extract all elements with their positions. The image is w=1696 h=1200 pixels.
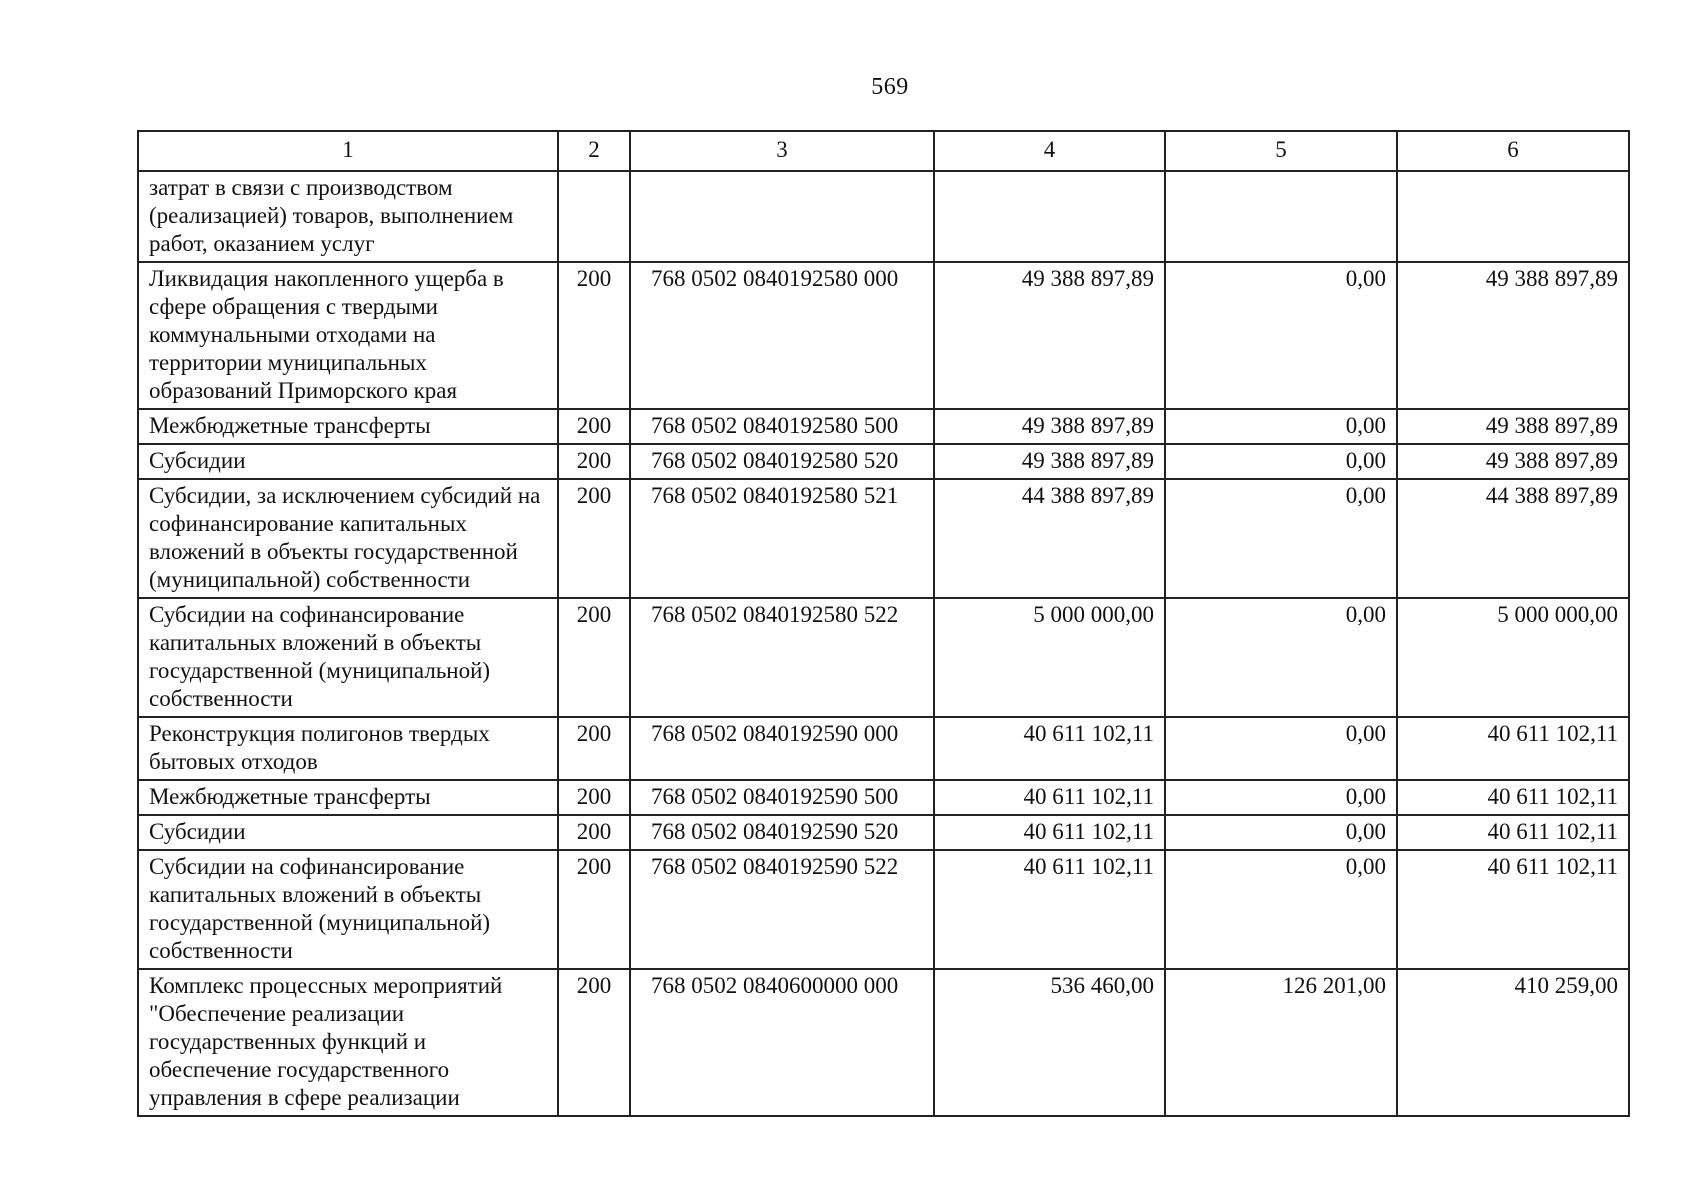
row-name-cell: Субсидии bbox=[138, 815, 558, 850]
row-classification-cell: 768 0502 0840192580 500 bbox=[630, 409, 934, 444]
row-col5-cell: 0,00 bbox=[1165, 780, 1397, 815]
header-cell: 6 bbox=[1397, 131, 1629, 171]
table-row bbox=[138, 409, 1629, 444]
table-row bbox=[138, 850, 1629, 969]
row-col5-cell: 126 201,00 bbox=[1165, 969, 1397, 1116]
row-col4-cell: 44 388 897,89 bbox=[934, 479, 1165, 598]
row-code-cell: 200 bbox=[558, 598, 630, 717]
row-col6-cell: 40 611 102,11 bbox=[1397, 850, 1629, 969]
row-name-cell: Межбюджетные трансферты bbox=[138, 780, 558, 815]
row-code-cell: 200 bbox=[558, 262, 630, 409]
header-row bbox=[138, 131, 1629, 171]
row-classification-cell: 768 0502 0840600000 000 bbox=[630, 969, 934, 1116]
table-row bbox=[138, 444, 1629, 479]
row-col5-cell bbox=[1165, 171, 1397, 262]
header-cell: 4 bbox=[934, 131, 1165, 171]
table-row bbox=[138, 969, 1629, 1116]
row-col4-cell: 5 000 000,00 bbox=[934, 598, 1165, 717]
row-col5-cell: 0,00 bbox=[1165, 717, 1397, 780]
row-name-cell: Комплекс процессных мероприятий "Обеспечение реализации государственных функций и обеспечение государственного управления в сфере реализации bbox=[138, 969, 558, 1116]
row-code-cell: 200 bbox=[558, 780, 630, 815]
row-name-cell: Межбюджетные трансферты bbox=[138, 409, 558, 444]
row-col4-cell: 49 388 897,89 bbox=[934, 409, 1165, 444]
row-name-cell: Реконструкция полигонов твердых бытовых отходов bbox=[138, 717, 558, 780]
row-col5-cell: 0,00 bbox=[1165, 262, 1397, 409]
row-col6-cell: 410 259,00 bbox=[1397, 969, 1629, 1116]
row-col5-cell: 0,00 bbox=[1165, 409, 1397, 444]
header-cell: 1 bbox=[138, 131, 558, 171]
row-code-cell: 200 bbox=[558, 479, 630, 598]
row-code-cell: 200 bbox=[558, 969, 630, 1116]
table-row bbox=[138, 780, 1629, 815]
row-code-cell: 200 bbox=[558, 444, 630, 479]
row-col6-cell: 5 000 000,00 bbox=[1397, 598, 1629, 717]
row-classification-cell: 768 0502 0840192590 500 bbox=[630, 780, 934, 815]
table-row bbox=[138, 262, 1629, 409]
row-col6-cell: 40 611 102,11 bbox=[1397, 780, 1629, 815]
row-classification-cell: 768 0502 0840192580 000 bbox=[630, 262, 934, 409]
row-code-cell: 200 bbox=[558, 815, 630, 850]
row-name-cell: затрат в связи с производством (реализацией) товаров, выполнением работ, оказанием услуг bbox=[138, 171, 558, 262]
row-col4-cell: 40 611 102,11 bbox=[934, 780, 1165, 815]
row-classification-cell: 768 0502 0840192590 522 bbox=[630, 850, 934, 969]
row-col4-cell bbox=[934, 171, 1165, 262]
row-col6-cell: 49 388 897,89 bbox=[1397, 444, 1629, 479]
header-cell: 2 bbox=[558, 131, 630, 171]
budget-table bbox=[137, 130, 1630, 1117]
row-code-cell: 200 bbox=[558, 409, 630, 444]
row-name-cell: Ликвидация накопленного ущерба в сфере обращения с твердыми коммунальными отходами на территории муниципальных образований Приморского края bbox=[138, 262, 558, 409]
row-col5-cell: 0,00 bbox=[1165, 598, 1397, 717]
row-col4-cell: 49 388 897,89 bbox=[934, 444, 1165, 479]
row-classification-cell: 768 0502 0840192590 520 bbox=[630, 815, 934, 850]
row-col4-cell: 49 388 897,89 bbox=[934, 262, 1165, 409]
row-col4-cell: 40 611 102,11 bbox=[934, 717, 1165, 780]
row-col5-cell: 0,00 bbox=[1165, 850, 1397, 969]
table-row bbox=[138, 815, 1629, 850]
row-classification-cell: 768 0502 0840192580 522 bbox=[630, 598, 934, 717]
table-row bbox=[138, 171, 1629, 262]
row-name-cell: Субсидии bbox=[138, 444, 558, 479]
table-row bbox=[138, 717, 1629, 780]
row-name-cell: Субсидии, за исключением субсидий на софинансирование капитальных вложений в объекты государственной (муниципальной) собственности bbox=[138, 479, 558, 598]
row-name-cell: Субсидии на софинансирование капитальных вложений в объекты государственной (муниципальной) собственности bbox=[138, 598, 558, 717]
header-cell: 3 bbox=[630, 131, 934, 171]
row-classification-cell: 768 0502 0840192590 000 bbox=[630, 717, 934, 780]
page-number: 569 bbox=[871, 74, 909, 100]
row-col5-cell: 0,00 bbox=[1165, 479, 1397, 598]
row-code-cell bbox=[558, 171, 630, 262]
row-code-cell: 200 bbox=[558, 850, 630, 969]
row-col6-cell: 49 388 897,89 bbox=[1397, 409, 1629, 444]
row-col6-cell: 44 388 897,89 bbox=[1397, 479, 1629, 598]
row-classification-cell: 768 0502 0840192580 520 bbox=[630, 444, 934, 479]
row-col4-cell: 40 611 102,11 bbox=[934, 815, 1165, 850]
row-classification-cell bbox=[630, 171, 934, 262]
row-col6-cell: 49 388 897,89 bbox=[1397, 262, 1629, 409]
row-col6-cell: 40 611 102,11 bbox=[1397, 815, 1629, 850]
header-cell: 5 bbox=[1165, 131, 1397, 171]
row-col5-cell: 0,00 bbox=[1165, 444, 1397, 479]
row-col4-cell: 40 611 102,11 bbox=[934, 850, 1165, 969]
table-row bbox=[138, 598, 1629, 717]
row-col6-cell bbox=[1397, 171, 1629, 262]
row-name-cell: Субсидии на софинансирование капитальных вложений в объекты государственной (муниципальной) собственности bbox=[138, 850, 558, 969]
row-col6-cell: 40 611 102,11 bbox=[1397, 717, 1629, 780]
row-code-cell: 200 bbox=[558, 717, 630, 780]
row-classification-cell: 768 0502 0840192580 521 bbox=[630, 479, 934, 598]
table-row bbox=[138, 479, 1629, 598]
row-col5-cell: 0,00 bbox=[1165, 815, 1397, 850]
row-col4-cell: 536 460,00 bbox=[934, 969, 1165, 1116]
